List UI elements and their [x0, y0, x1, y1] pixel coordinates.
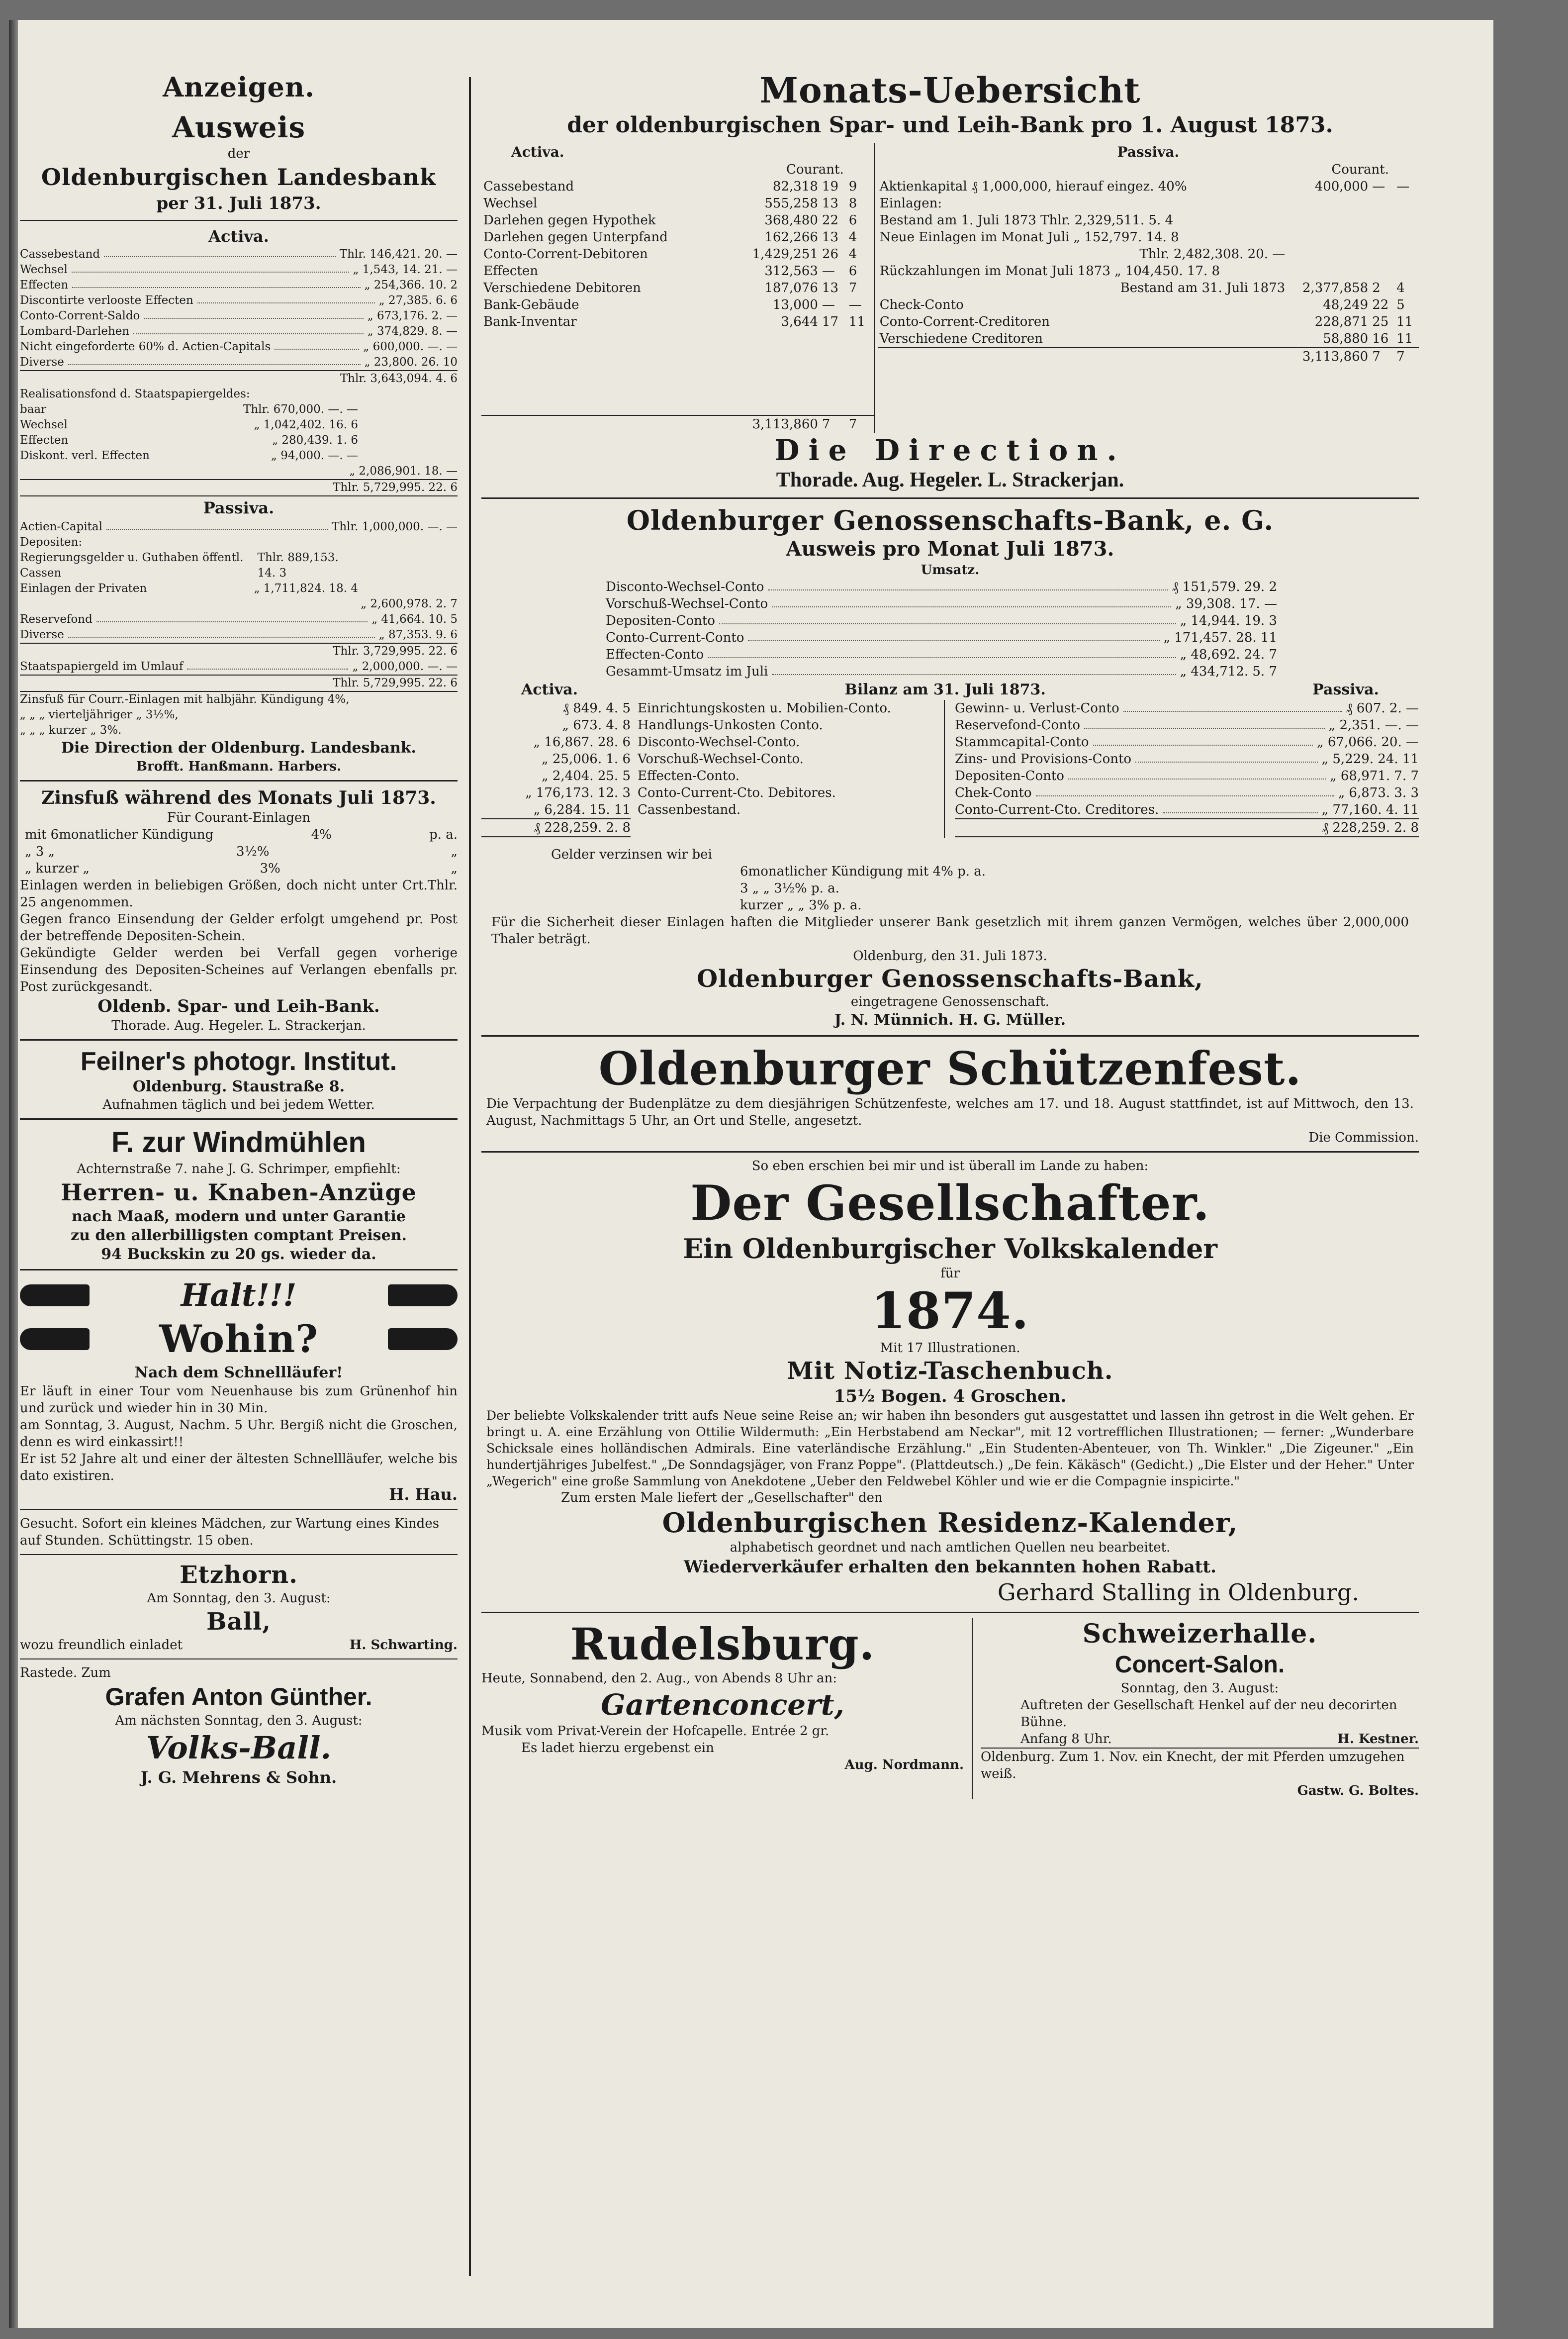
zinsfuss-signers: Thorade. Aug. Hegeler. L. Strackerjan.	[111, 1018, 366, 1033]
genossenschaft-umsatz-label: Umsatz.	[921, 563, 980, 578]
zinsfuss-title: Zinsfuß während des Monats Juli 1873.	[41, 787, 436, 808]
schweizerhalle-ad	[973, 1618, 1419, 1799]
monats-subtitle: der oldenburgischen Spar- und Leih-Bank pro 1. August 1873.	[567, 112, 1333, 138]
gesellschafter-subtitle: Ein Oldenburgischer Volkskalender	[683, 1233, 1217, 1265]
rastede-line2: Am nächsten Sonntag, den 3. August:	[115, 1713, 363, 1728]
genossenschaft-eingetragen: eingetragene Genossenschaft.	[850, 994, 1050, 1009]
feilner-sub: Aufnahmen täglich und bei jedem Wetter.	[102, 1097, 375, 1112]
genossenschaft-umsatz: Disconto-Wechsel-Conto ₰ 151,579. 29. 2 Vorschuß-Wechsel-Conto „ 39,308. 17. — Depositen-Conto „ 14,944. 19. 3 Conto-Current-Conto „ 171,457. 28. 11 Effecten-Conto „ 48,692. 24. 7 Gesammt-Umsatz im Juli „ 434,712. 5. 7	[606, 580, 1277, 679]
pointing-hand-right-icon	[20, 1328, 90, 1350]
halt-row	[20, 1275, 458, 1315]
ausweis-direction: Die Direction der Oldenburg. Landesbank.	[61, 739, 416, 757]
genossenschaft-date: Oldenburg, den 31. Juli 1873.	[853, 949, 1047, 964]
genossenschaft-passiva: Gewinn- u. Verlust-Conto ₰ 607. 2. — Reservefond-Conto „ 2,351. —. — Stammcapital-Conto „ 67,066. 20. — Zins- und Provisions-Conto „ 5,229. 24. 11 Depositen-Conto „ 68,971. 7. 7 Chek-Conto „ 6,873. 3. 3 Conto-Current-Cto. Creditores. „ 77,160. 4. 11 ₰ 228,259. 2. 8	[945, 700, 1419, 838]
monats-signers: Thorade. Aug. Hegeler. L. Strackerjan.	[776, 469, 1124, 491]
zinsfuss-lead: Für Courant-Einlagen	[167, 810, 311, 825]
genossenschaft-activa: ₰ 849. 4. 5 Einrichtungskosten u. Mobilien-Conto. „ 673. 4. 8 Handlungs-Unkosten Conto. „ 16,867. 28. 6 Disconto-Wechsel-Conto. „ 25,006. 1. 6 Vorschuß-Wechsel-Conto. „ 2,404. 25. 5 Effecten-Conto. „ 176,173. 12. 3 Conto-Current-Cto. Debitores. „ 6,284. 15. 11 Cassenbestand. ₰ 228,259. 2. 8	[481, 700, 945, 838]
ausweis-der: der	[227, 146, 250, 161]
schweizerhalle-sub: Concert-Salon.	[1114, 1652, 1285, 1678]
rudelsburg-title: Rudelsburg.	[570, 1618, 875, 1670]
monats-direction: Die Direction.	[774, 433, 1126, 467]
schuetzenfest-title: Oldenburger Schützenfest.	[598, 1042, 1302, 1095]
gesucht-ad: Gesucht. Sofort ein kleines Mädchen, zur Wartung eines Kindes auf Stunden. Schüttingstr. 15 oben.	[20, 1516, 440, 1548]
pointing-hand-right-icon	[20, 1284, 90, 1306]
genossenschaft-bilanz-header: Activa. Bilanz am 31. Juli 1873. Passiva.	[521, 681, 1379, 698]
right-column	[481, 70, 1419, 2298]
genossenschaft-signers: J. N. Münnich. H. G. Müller.	[834, 1011, 1066, 1029]
windmuehlen-text3: 94 Buckskin zu 20 gs. wieder da.	[101, 1246, 376, 1263]
ausweis-bank: Oldenburgischen Landesbank	[41, 164, 437, 191]
rudelsburg-ad	[481, 1618, 973, 1799]
gesellschafter-kalender: Oldenburgischen Residenz-Kalender,	[662, 1507, 1238, 1539]
gesellschafter-zum: Zum ersten Male liefert der „Gesellschafter" den	[561, 1490, 883, 1505]
rudelsburg-gartenconcert: Gartenconcert,	[601, 1688, 844, 1722]
zinsfuss-bank: Oldenb. Spar- und Leih-Bank.	[97, 996, 380, 1016]
gesellschafter-ill: Mit 17 Illustrationen.	[880, 1341, 1020, 1356]
genossenschaft-gelder: Gelder verzinsen wir bei	[551, 847, 712, 862]
anzeigen-heading: Anzeigen.	[163, 71, 315, 103]
ausweis-signers: Brofft. Hanßmann. Harbers.	[136, 759, 342, 774]
zinsfuss-rates: mit 6monatlicher Kündigung 4% p. a. „ 3 „ 3½% „ „ kurzer „ 3% „	[25, 827, 458, 876]
rudelsburg-line1: Heute, Sonnabend, den 2. Aug., von Abends 8 Uhr an:	[481, 1671, 837, 1686]
halt-line1: Halt!!!	[181, 1277, 297, 1313]
schuetzenfest-text: Die Verpachtung der Budenplätze zu dem diesjährigen Schützenfeste, welches am 17. und 18. August stattfindet, ist auf Mittwoch, den 13. August, Nachmittags 5 Uhr, an Ort und Stelle, angesetzt.	[486, 1096, 1414, 1128]
gesellschafter-publisher: Gerhard Stalling in Oldenburg.	[997, 1579, 1359, 1606]
knecht-signer: Gastw. G. Boltes.	[1297, 1783, 1419, 1798]
gesellschafter-title: Der Gesellschafter.	[690, 1175, 1210, 1231]
pointing-hand-left-icon	[388, 1328, 458, 1350]
ausweis-activa-label: Activa.	[208, 227, 269, 246]
gesellschafter-wieder: Wiederverkäufer erhalten den bekannten hohen Rabatt.	[684, 1557, 1216, 1577]
schuetzenfest-signer: Die Commission.	[1308, 1130, 1419, 1145]
schweizerhalle-text: Auftreten der Gesellschaft Henkel auf der neu decorirten Bühne.	[1020, 1698, 1397, 1730]
etzhorn-title: Etzhorn.	[180, 1561, 298, 1589]
column-divider	[469, 77, 471, 2276]
schweizerhalle-date: Sonntag, den 3. August:	[1120, 1681, 1279, 1696]
binding-edge	[9, 20, 18, 2328]
windmuehlen-text2: zu den allerbilligsten comptant Preisen.	[71, 1227, 407, 1244]
gesellschafter-body: Der beliebte Volkskalender tritt aufs Neue seine Reise an; wir haben ihn besonders gut ausgestattet und lassen ihn getrost in die Welt gehen. Er bringt u. A. eine Erzählung von Ottilie Wildermuth: „Ein Herbstabend am Neckar", mit 12 vortrefflichen Illustrationen; — ferner: „Wunderbare Schicksale eines holländischen Admirals. Eine vaterländische Erzählung." „Ein Studenten-Abenteuer, von Th. Winkler." „Die Zigeuner." „Ein hundertjähriges Jubelfest." „De Sonndagsjäger, von Franz Poppe". (Plattdeutsch.) „De fein. Käkäsch" (Gedicht.) „Die Elster und der Heher." Unter „Wegerich" eine große Sammlung von Anekdotene „Ueber den Feldwebel Köhler und wie er die Compagnie inspicirte."	[486, 1408, 1414, 1488]
bottom-ads	[481, 1618, 1419, 1799]
halt-sub: Nach dem Schnellläufer!	[134, 1364, 343, 1381]
feilner-address: Oldenburg. Staustraße 8.	[132, 1078, 345, 1095]
rastede-title: Grafen Anton Günther.	[105, 1683, 372, 1711]
feilner-title: Feilner's photogr. Institut.	[80, 1047, 397, 1076]
rudelsburg-line3: Es ladet hierzu ergebenst ein	[521, 1741, 714, 1755]
windmuehlen-headline: Herren- u. Knaben-Anzüge	[61, 1179, 417, 1206]
wohin-row	[20, 1315, 458, 1363]
rastede-signer: J. G. Mehrens & Sohn.	[140, 1768, 337, 1787]
windmuehlen-title: F. zur Windmühlen	[111, 1126, 366, 1159]
halt-body: Er läuft in einer Tour vom Neuenhause bis zum Grünenhof hin und zurück und wieder hin in 30 Min. am Sonntag, 3. August, Nachm. 5 Uhr. Bergiß nicht die Groschen, denn es wird einkassirt!! Er ist 52 Jahre alt und einer der ältesten Schnellläufer, welche bis dato existiren.	[20, 1384, 458, 1483]
genossenschaft-title: Oldenburger Genossenschafts-Bank, e. G.	[626, 504, 1274, 536]
etzhorn-ball: Ball,	[206, 1608, 271, 1636]
halt-line2: Wohin?	[159, 1317, 318, 1361]
left-column	[20, 70, 458, 2298]
gesellschafter-bogen: 15½ Bogen. 4 Groschen.	[833, 1386, 1067, 1406]
rastede-ball: Volks-Ball.	[146, 1730, 332, 1766]
gesellschafter-year: 1874.	[871, 1281, 1029, 1340]
ausweis-activa-list: Cassebestand Thlr. 146,421. 20. — Wechsel „ 1,543, 14. 21. — Effecten „ 254,366. 10. 2 Discontirte verlooste Effecten „ 27,385. 6. 6 Conto-Corrent-Saldo „ 673,176. 2. — Lombard-Darlehen „ 374,829. 8. — Nicht eingeforderte 60% d. Actien-Capitals „ 600,000. —. — Diverse „ 23,800. 26. 10 Thlr. 3,643,094. 4. 6 Realisationsfond d. Staatspapiergeldes: baar Thlr. 670,000. —. — Wechsel „ 1,042,402. 16. 6 Effecten „ 280,439. 1. 6 Diskont. verl. Effecten „ 94,000. —. — „ 2,086,901. 18. — Thlr. 5,729,995. 22. 6	[20, 247, 458, 496]
knecht-text: Oldenburg. Zum 1. Nov. ein Knecht, der mit Pferden umzugehen weiß.	[981, 1750, 1405, 1781]
monats-title: Monats-Uebersicht	[759, 70, 1141, 111]
ausweis-passiva-list: Actien-Capital Thlr. 1,000,000. —. — Depositen: Regierungsgelder u. Guthaben öffentl. Cassen Thlr. 889,153. 14. 3 Einlagen der Privaten „ 1,711,824. 18. 4 „ 2,600,978. 2. 7 Reservefond „ 41,664. 10. 5 Diverse „ 87,353. 9. 6 Thlr. 3,729,995. 22. 6 Staatspapiergeld im Umlauf „ 2,000,000. —. — Thlr. 5,729,995. 22. 6 Zinsfuß für Courr.-Einlagen mit halbjähr. Kündigung 4%, „ „ „ vierteljähriger „ 3½%, „ „ „ kurzer „ 3%.	[20, 520, 458, 737]
schweizerhalle-footer: Anfang 8 Uhr. H. Kestner.	[981, 1731, 1419, 1749]
pointing-hand-left-icon	[388, 1284, 458, 1306]
schweizerhalle-title: Schweizerhalle.	[1082, 1619, 1317, 1649]
windmuehlen-address: Achternstraße 7. nahe J. G. Schrimper, empfiehlt:	[77, 1162, 401, 1176]
genossenschaft-subtitle: Ausweis pro Monat Juli 1873.	[786, 537, 1114, 561]
monats-passiva: Passiva. Courant. Aktienkapital ₰ 1,000,000, hierauf eingez. 40% 400,000 — — Einlagen: Bestand am 1. Juli 1873 Thlr. 2,329,511. 5. 4 Neue Einlagen im Monat Juli „ 152,797. 14. 8 Thlr. 2,482,308. 20. — Rückzahlungen im Monat Juli 1873 „ 104,450. 17. 8 Bestand am 31. Juli 1873 2,377,858 2 4 Check-Conto 48,249 22 5 Conto-Corrent-Creditoren 228,871 25 11 Verschiedene Creditoren 58,880 16 11 3,113,860 7 7	[874, 143, 1419, 433]
etzhorn-line: Am Sonntag, den 3. August:	[147, 1591, 331, 1606]
halt-signer: H. Hau.	[389, 1485, 458, 1504]
rudelsburg-signer: Aug. Nordmann.	[844, 1757, 964, 1772]
genossenschaft-sicherheit: Für die Sicherheit dieser Einlagen haften die Mitglieder unserer Bank gesetzlich mit ihrem ganzen Vermögen, welches über 2,000,000 Thaler beträgt.	[491, 915, 1409, 947]
gesellschafter-notiz: Mit Notiz-Taschenbuch.	[787, 1357, 1113, 1385]
newspaper-page	[9, 20, 1493, 2328]
zinsfuss-body: Einlagen werden in beliebigen Größen, doch nicht unter Crt.Thlr. 25 angenommen. Gegen franco Einsendung der Gelder erfolgt umgehend pr. Post der betreffende Depositen-Schein. Gekündigte Gelder werden bei Verfall gegen vorherige Einsendung des Depositen-Scheines auf Verlangen ebenfalls pr. Post zurückgesandt.	[20, 878, 458, 994]
gesellschafter-alpha: alphabetisch geordnet und nach amtlichen Quellen neu bearbeitet.	[730, 1540, 1171, 1555]
monats-table	[481, 143, 1419, 433]
ausweis-date: per 31. Juli 1873.	[156, 194, 321, 213]
genossenschaft-bilanz	[481, 700, 1419, 838]
gesellschafter-intro: So eben erschien bei mir und ist überall im Lande zu haben:	[751, 1159, 1149, 1173]
etzhorn-footer: wozu freundlich einladet H. Schwarting.	[20, 1638, 458, 1653]
ausweis-title: Ausweis	[172, 110, 306, 144]
genossenschaft-rates: 6monatlicher Kündigung mit 4% p. a. 3 „ „ 3½% p. a. kurzer „ „ 3% p. a.	[740, 864, 986, 913]
gesellschafter-fuer: für	[940, 1266, 960, 1281]
rastede-line1: Rastede. Zum	[20, 1665, 111, 1680]
monats-activa: Activa. Courant. Cassebestand 82,318 19 9 Wechsel 555,258 13 8 Darlehen gegen Hypothek 368,480 22 6 Darlehen gegen Unterpfand 162,266 13 4 Conto-Corrent-Debitoren 1,429,251 26 4 Effecten 312,563 — 6 Verschiedene Debitoren 187,076 13 7 Bank-Gebäude 13,000 — — Bank-Inventar 3,644 17 11 3,113,860 7 7	[481, 143, 874, 433]
rudelsburg-line2: Musik vom Privat-Verein der Hofcapelle. Entrée 2 gr.	[481, 1724, 830, 1739]
ausweis-passiva-label: Passiva.	[203, 498, 275, 517]
windmuehlen-text1: nach Maaß, modern und unter Garantie	[72, 1208, 406, 1225]
genossenschaft-bank: Oldenburger Genossenschafts-Bank,	[697, 965, 1203, 993]
